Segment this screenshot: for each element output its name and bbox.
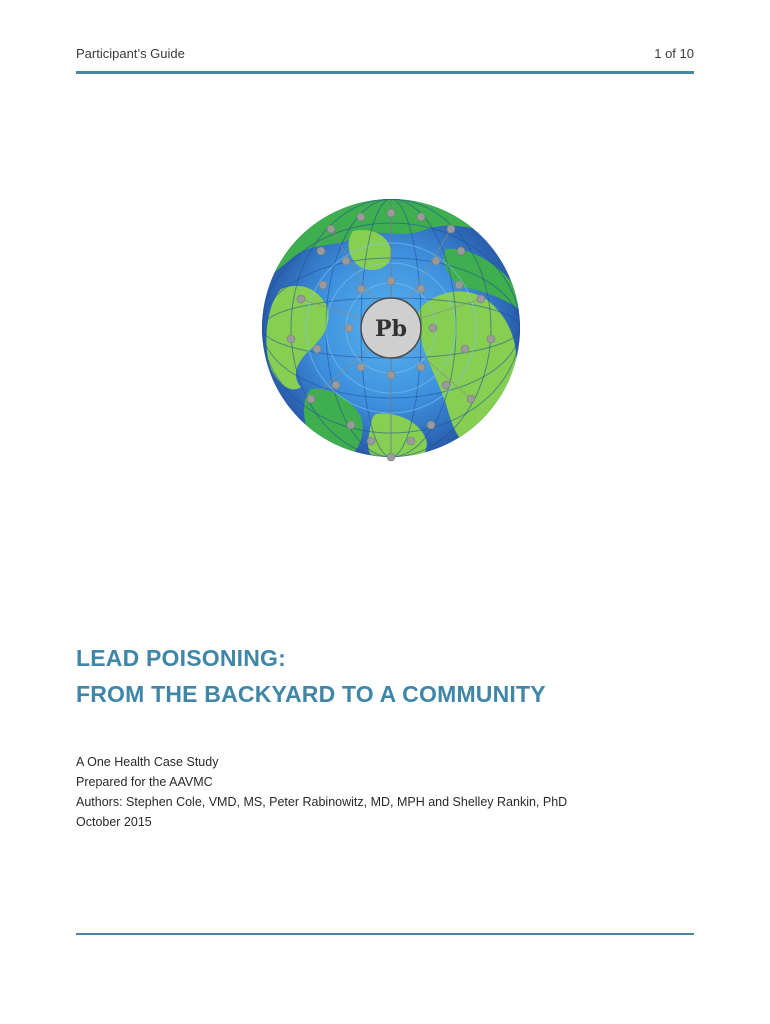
document-title [76, 640, 546, 712]
document-info [76, 752, 567, 832]
running-header-title: Participant’s Guide [76, 46, 185, 61]
prepared-for: Prepared for the AAVMC [76, 775, 213, 789]
case-study-subtitle: A One Health Case Study [76, 755, 219, 769]
title-line-2: FROM THE BACKYARD TO A COMMUNITY [76, 681, 546, 707]
globe-illustration [261, 189, 521, 467]
publication-date: October 2015 [76, 815, 152, 829]
page-number: 1 of 10 [654, 46, 694, 61]
footer-divider [76, 933, 694, 935]
title-line-1: LEAD POISONING: [76, 645, 287, 671]
element-symbol: Pb [375, 316, 407, 342]
authors: Authors: Stephen Cole, VMD, MS, Peter Rabinowitz, MD, MPH and Shelley Rankin, PhD [76, 795, 568, 809]
header-divider [76, 71, 694, 74]
